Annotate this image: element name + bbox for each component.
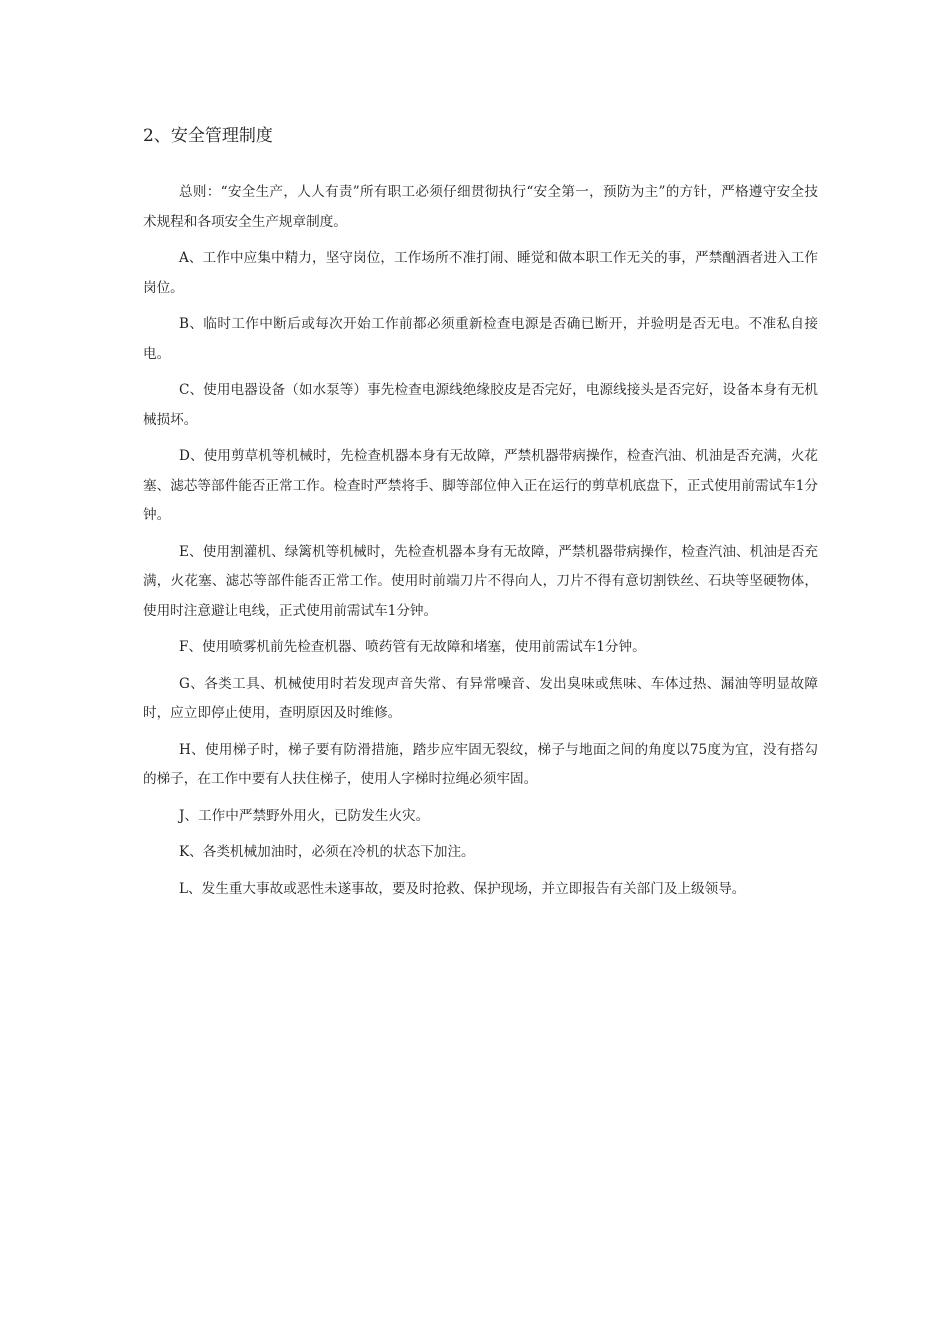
paragraph-g: G、各类工具、机械使用时若发现声音失常、有异常噪音、发出臭味或焦味、车体过热、漏油等明显故障时，应立即停止使用，查明原因及时维修。 [143,675,818,721]
paragraph-l: L、发生重大事故或恶性未遂事故，要及时抢救、保护现场，并立即报告有关部门及上级领导。 [179,880,746,897]
paragraph-b: B、临时工作中断后或每次开始工作前都必须重新检查电源是否确已断开，并验明是否无电。不准私自接电。 [143,316,818,362]
paragraph-f: F、使用喷雾机前先检查机器、喷药管有无故障和堵塞，使用前需试车1分钟。 [179,639,646,655]
paragraph-d: D、使用剪草机等机械时，先检查机器本身有无故障，严禁机器带病操作，检查汽油、机油是否充满，火花塞、滤芯等部件能否正常工作。检查时严禁将手、脚等部位伸入正在运行的剪草机底盘下，正式使用前需试车1分钟。 [143,448,818,523]
paragraph-j: J、工作中严禁野外用火，已防发生火灾。 [179,807,430,824]
regulation-body [143,178,818,911]
section-heading: 2、安全管理制度 [143,126,273,146]
paragraph-h: H、使用梯子时，梯子要有防滑措施，踏步应牢固无裂纹，梯子与地面之间的角度以75度为宜，没有搭勾的梯子，在工作中要有人扶住梯子，使用人字梯时拉绳必须牢固。 [143,741,818,787]
paragraph-c: C、使用电器设备（如水泵等）事先检查电源线绝缘胶皮是否完好，电源线接头是否完好，设备本身有无机械损坏。 [143,382,818,428]
paragraph-e: E、使用割灌机、绿篱机等机械时，先检查机器本身有无故障，严禁机器带病操作，检查汽油、机油是否充满，火花塞、滤芯等部件能否正常工作。使用时前端刀片不得向人，刀片不得有意切割铁丝、石块等坚硬物体，使用时注意避让电线，正式使用前需试车1分钟。 [143,543,818,619]
paragraph-k: K、各类机械加油时，必须在冷机的状态下加注。 [179,844,475,860]
paragraph-a: A、工作中应集中精力，坚守岗位，工作场所不准打闹、睡觉和做本职工作无关的事，严禁酗酒者进入工作岗位。 [143,250,818,296]
paragraph-general: 总则：“安全生产，人人有责”所有职工必须仔细贯彻执行“安全第一，预防为主”的方针，严格遵守安全技术规程和各项安全生产规章制度。 [143,184,818,230]
